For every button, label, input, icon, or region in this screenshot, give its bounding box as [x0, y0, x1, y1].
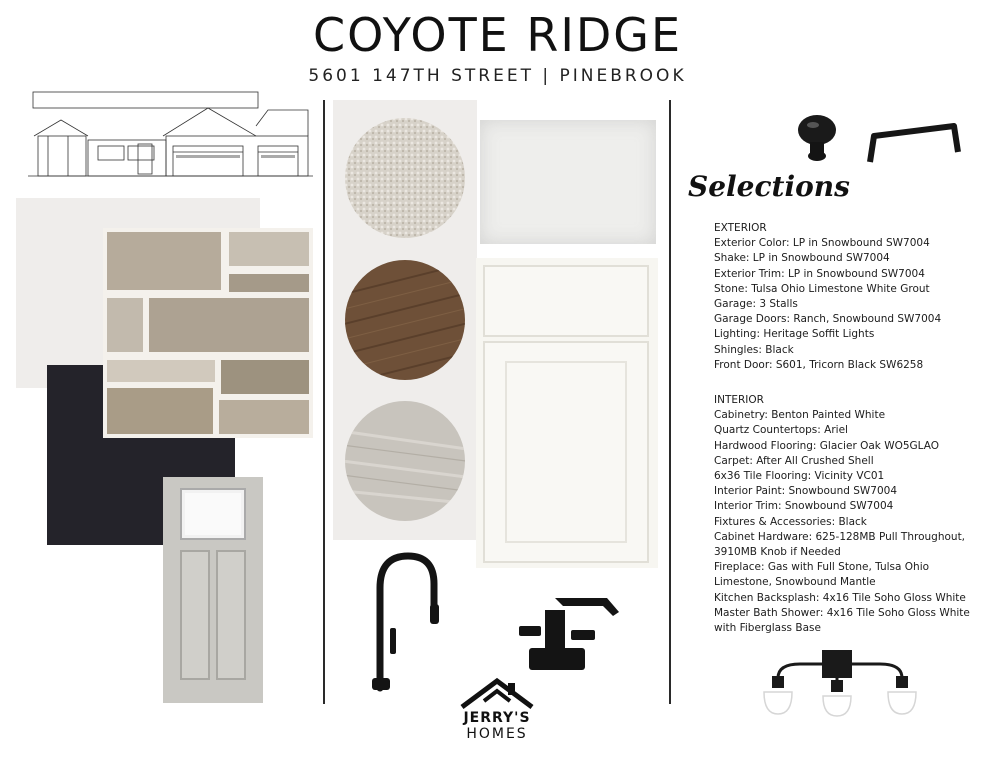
selection-item: Fireplace: Gas with Full Stone, Tulsa Ohio Limestone, Snowbound Mantle [714, 561, 930, 589]
selection-item: Cabinet Hardware: 625-128MB Pull Throughout, 3910MB Knob if Needed [714, 530, 966, 559]
kitchen-faucet-image [364, 548, 454, 693]
logo-text-line2: HOMES [466, 726, 528, 742]
selection-item: Garage: 3 Stalls [714, 298, 798, 311]
hardwood-sample [344, 259, 466, 381]
interior-heading: INTERIOR [714, 394, 764, 406]
selection-item: Shingles: Black [714, 343, 794, 356]
selection-item: Interior Paint: Snowbound SW7004 [714, 485, 898, 498]
front-door-sample [163, 477, 263, 703]
exterior-heading: EXTERIOR [714, 222, 767, 234]
selection-item: Fixtures & Accessories: Black [714, 515, 867, 528]
selection-item: 6x36 Tile Flooring: Vicinity VC01 [714, 470, 885, 483]
selection-item: Shake: LP in Snowbound SW7004 [714, 252, 890, 265]
selection-item: Exterior Color: LP in Snowbound SW7004 [714, 237, 930, 250]
limestone-sample [103, 228, 313, 438]
interior-selections [714, 393, 984, 636]
selection-item: Carpet: After All Crushed Shell [714, 454, 874, 467]
selection-item: Garage Doors: Ranch, Snowbound SW7004 [714, 313, 942, 326]
exterior-selections [714, 221, 984, 373]
selection-item: Exterior Trim: LP in Snowbound SW7004 [714, 267, 925, 280]
address-subtitle: 5601 147TH STREET | PINEBROOK [308, 66, 687, 86]
cabinet-knob-image [795, 112, 839, 164]
vanity-light-image [760, 648, 920, 718]
selections-heading: Selections [688, 170, 850, 203]
house-elevation-drawing [28, 90, 313, 182]
divider-right [669, 100, 671, 704]
logo-text-line1: JERRY'S [463, 710, 531, 726]
divider-left [323, 100, 325, 704]
carpet-sample [344, 117, 466, 239]
cabinet-door-sample [476, 258, 658, 568]
quartz-countertop-sample [480, 120, 656, 244]
tile-flooring-sample [344, 400, 466, 522]
selection-item: Kitchen Backsplash: 4x16 Tile Soho Gloss White [714, 591, 966, 604]
selection-item: Front Door: S601, Tricorn Black SW6258 [714, 358, 924, 371]
selection-item: Stone: Tulsa Ohio Limestone White Grout [714, 282, 930, 295]
selection-item: Cabinetry: Benton Painted White [714, 409, 886, 422]
bath-faucet-image [515, 590, 625, 675]
selection-item: Hardwood Flooring: Glacier Oak WO5GLAO [714, 439, 940, 452]
selection-item: Master Bath Shower: 4x16 Tile Soho Gloss White with Fiberglass Base [714, 606, 970, 635]
selection-item: Interior Trim: Snowbound SW7004 [714, 500, 894, 513]
page-title: COYOTE RIDGE [312, 8, 683, 62]
selection-item: Lighting: Heritage Soffit Lights [714, 328, 875, 341]
selection-item: Quartz Countertops: Ariel [714, 424, 848, 437]
company-logo-roof-icon [458, 677, 536, 709]
cabinet-pull-image [864, 122, 962, 168]
